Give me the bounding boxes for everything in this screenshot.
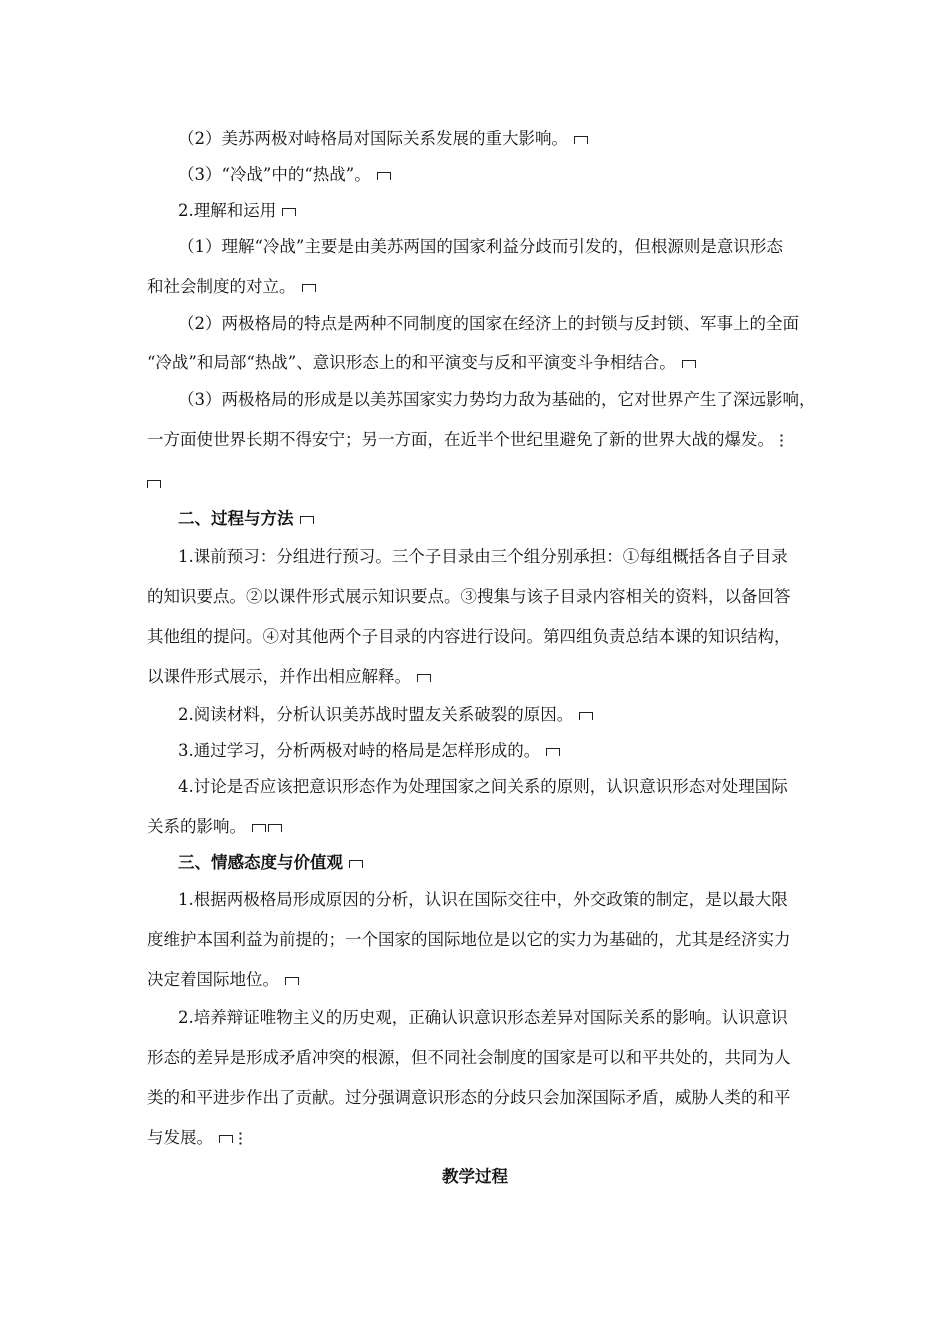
paragraph-mark-icon <box>252 823 266 833</box>
paragraph-mark-icon <box>147 479 161 489</box>
empty-paragraph <box>147 472 161 494</box>
process-item1-line3: 其他组的提问。④对其他两个子目录的内容进行设问。第四组负责总结本课的知识结构， <box>147 627 791 646</box>
paragraph-mark-icon <box>377 171 391 181</box>
section-title: 教学过程 <box>442 1167 508 1186</box>
values-item1-line3: 决定着国际地位。 <box>147 969 299 991</box>
understanding-p1-line2: 和社会制度的对立。 <box>147 276 316 298</box>
values-item2-line2: 形态的差异是形成矛盾冲突的根源，但不同社会制度的国家是可以和平共处的，共同为人 <box>147 1048 791 1067</box>
understanding-heading: 2.理解和运用 <box>178 200 296 222</box>
process-item1-line4: 以课件形式展示，并作出相应解释。 <box>147 666 431 688</box>
understanding-p3-line2: 一方面使世界长期不得安宁；另一方面，在近半个世纪里避免了新的世界大战的爆发。 <box>147 429 783 451</box>
knowledge-item-2: （2）美苏两极对峙格局对国际关系发展的重大影响。 <box>178 128 588 150</box>
paragraph-mark-icon <box>417 673 431 683</box>
values-item2-line1: 2.培养辩证唯物主义的历史观，正确认识意识形态差异对国际关系的影响。认识意识 <box>178 1008 788 1027</box>
process-item1-line1: 1.课前预习：分组进行预习。三个子目录由三个组分别承担：①每组概括各自子目录 <box>178 547 788 566</box>
values-heading: 三、情感态度与价值观 <box>178 852 363 874</box>
understanding-p3-line1: （3）两极格局的形成是以美苏国家实力势均力敌为基础的，它对世界产生了深远影响， <box>178 390 816 409</box>
paragraph-mark-icon <box>682 359 696 369</box>
paragraph-mark-icon <box>579 711 593 721</box>
paragraph-mark-icon <box>268 823 282 833</box>
process-item3: 3.通过学习，分析两极对峙的格局是怎样形成的。 <box>178 740 560 762</box>
process-heading: 二、过程与方法 <box>178 508 314 530</box>
values-item2-line4: 与发展。 <box>147 1127 242 1149</box>
values-item1-line1: 1.根据两极格局形成原因的分析，认识在国际交往中，外交政策的制定，是以最大限 <box>178 890 788 909</box>
paragraph-mark-icon <box>546 747 560 757</box>
vertical-dots-icon <box>780 433 783 447</box>
paragraph-mark-icon <box>285 976 299 986</box>
knowledge-item-3: （3）“冷战”中的“热战”。 <box>178 164 391 186</box>
process-item1-line2: 的知识要点。②以课件形式展示知识要点。③搜集与该子目录内容相关的资料，以备回答 <box>147 587 791 606</box>
understanding-p2-line1: （2）两极格局的特点是两种不同制度的国家在经济上的封锁与反封锁、军事上的全面 <box>178 314 799 333</box>
process-item2: 2.阅读材料，分析认识美苏战时盟友关系破裂的原因。 <box>178 704 593 726</box>
understanding-p1-line1: （1）理解“冷战”主要是由美苏两国的国家利益分歧而引发的，但根源则是意识形态 <box>178 237 783 256</box>
values-item2-line3: 类的和平进步作出了贡献。过分强调意识形态的分歧只会加深国际矛盾，威胁人类的和平 <box>147 1088 791 1107</box>
paragraph-mark-icon <box>302 283 316 293</box>
paragraph-mark-icon <box>282 207 296 217</box>
paragraph-mark-icon <box>300 515 314 525</box>
process-item4-line2: 关系的影响。 <box>147 816 282 838</box>
process-item4-line1: 4.讨论是否应该把意识形态作为处理国家之间关系的原则，认识意识形态对处理国际 <box>178 777 788 796</box>
understanding-p2-line2: “冷战”和局部“热战”、意识形态上的和平演变与反和平演变斗争相结合。 <box>147 352 696 374</box>
paragraph-mark-icon <box>349 859 363 869</box>
paragraph-mark-icon <box>219 1134 233 1144</box>
paragraph-mark-icon <box>574 135 588 145</box>
vertical-dots-icon <box>239 1131 242 1145</box>
values-item1-line2: 度维护本国利益为前提的；一个国家的国际地位是以它的实力为基础的，尤其是经济实力 <box>147 930 791 949</box>
